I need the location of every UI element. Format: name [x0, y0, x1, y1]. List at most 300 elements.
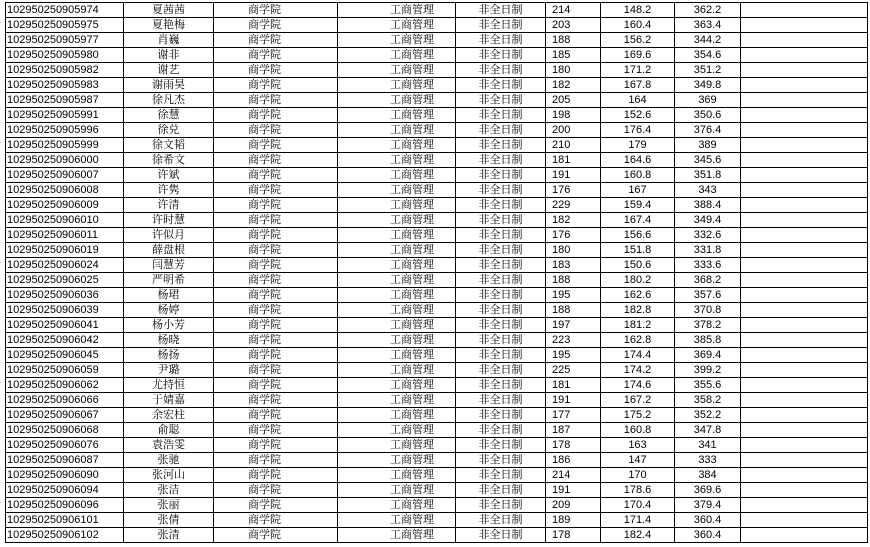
study-type-cell: 非全日制 — [456, 378, 546, 393]
student-id-cell: 102950250906009 — [6, 198, 124, 213]
college-cell: 商学院 — [214, 213, 338, 228]
total-score-cell: 389 — [675, 138, 741, 153]
college-cell: 商学院 — [214, 318, 338, 333]
major-cell: 工商管理 — [338, 363, 456, 378]
student-id-cell: 102950250906068 — [6, 423, 124, 438]
table-row — [6, 273, 868, 288]
empty-cell — [741, 63, 868, 78]
major-cell: 工商管理 — [338, 468, 456, 483]
study-type-cell: 非全日制 — [456, 33, 546, 48]
score2-cell: 162.6 — [601, 288, 675, 303]
major-cell: 工商管理 — [338, 273, 456, 288]
score2-cell: 164 — [601, 93, 675, 108]
score2-cell: 163 — [601, 438, 675, 453]
score2-cell: 152.6 — [601, 108, 675, 123]
score1-cell: 209 — [546, 498, 601, 513]
major-cell: 工商管理 — [338, 498, 456, 513]
score2-cell: 148.2 — [601, 3, 675, 18]
name-cell: 杨扬 — [124, 348, 214, 363]
name-cell: 薛盘根 — [124, 243, 214, 258]
score1-cell: 182 — [546, 213, 601, 228]
score1-cell: 214 — [546, 468, 601, 483]
table-row — [6, 168, 868, 183]
empty-cell — [741, 18, 868, 33]
major-cell: 工商管理 — [338, 408, 456, 423]
score2-cell: 159.4 — [601, 198, 675, 213]
major-cell: 工商管理 — [338, 213, 456, 228]
score1-cell: 181 — [546, 153, 601, 168]
name-cell: 许清 — [124, 198, 214, 213]
college-cell: 商学院 — [214, 468, 338, 483]
score1-cell: 223 — [546, 333, 601, 348]
major-cell: 工商管理 — [338, 183, 456, 198]
empty-cell — [741, 303, 868, 318]
score2-cell: 174.6 — [601, 378, 675, 393]
college-cell: 商学院 — [214, 243, 338, 258]
name-cell: 俞聪 — [124, 423, 214, 438]
score2-cell: 167.8 — [601, 78, 675, 93]
name-cell: 许似月 — [124, 228, 214, 243]
college-cell: 商学院 — [214, 33, 338, 48]
table-row — [6, 483, 868, 498]
study-type-cell: 非全日制 — [456, 468, 546, 483]
score1-cell: 188 — [546, 33, 601, 48]
score1-cell: 181 — [546, 378, 601, 393]
score2-cell: 169.6 — [601, 48, 675, 63]
table-row — [6, 303, 868, 318]
table-row — [6, 228, 868, 243]
score1-cell: 198 — [546, 108, 601, 123]
score1-cell: 197 — [546, 318, 601, 333]
score2-cell: 175.2 — [601, 408, 675, 423]
major-cell: 工商管理 — [338, 288, 456, 303]
study-type-cell: 非全日制 — [456, 363, 546, 378]
empty-cell — [741, 468, 868, 483]
score2-cell: 171.2 — [601, 63, 675, 78]
major-cell: 工商管理 — [338, 423, 456, 438]
empty-cell — [741, 138, 868, 153]
major-cell: 工商管理 — [338, 258, 456, 273]
score2-cell: 150.6 — [601, 258, 675, 273]
name-cell: 张洁 — [124, 483, 214, 498]
student-id-cell: 102950250906036 — [6, 288, 124, 303]
empty-cell — [741, 33, 868, 48]
total-score-cell: 343 — [675, 183, 741, 198]
study-type-cell: 非全日制 — [456, 168, 546, 183]
score2-cell: 156.2 — [601, 33, 675, 48]
total-score-cell: 358.2 — [675, 393, 741, 408]
score2-cell: 181.2 — [601, 318, 675, 333]
student-id-cell: 102950250906041 — [6, 318, 124, 333]
study-type-cell: 非全日制 — [456, 423, 546, 438]
score1-cell: 186 — [546, 453, 601, 468]
score2-cell: 170 — [601, 468, 675, 483]
total-score-cell: 349.4 — [675, 213, 741, 228]
total-score-cell: 384 — [675, 468, 741, 483]
table-row — [6, 468, 868, 483]
college-cell: 商学院 — [214, 303, 338, 318]
empty-cell — [741, 273, 868, 288]
name-cell: 张倩 — [124, 513, 214, 528]
college-cell: 商学院 — [214, 48, 338, 63]
study-type-cell: 非全日制 — [456, 348, 546, 363]
empty-cell — [741, 78, 868, 93]
score2-cell: 167 — [601, 183, 675, 198]
study-type-cell: 非全日制 — [456, 303, 546, 318]
empty-cell — [741, 243, 868, 258]
score1-cell: 178 — [546, 528, 601, 543]
study-type-cell: 非全日制 — [456, 333, 546, 348]
table-row — [6, 63, 868, 78]
total-score-cell: 332.6 — [675, 228, 741, 243]
major-cell: 工商管理 — [338, 138, 456, 153]
college-cell: 商学院 — [214, 453, 338, 468]
college-cell: 商学院 — [214, 348, 338, 363]
score2-cell: 174.2 — [601, 363, 675, 378]
student-id-cell: 102950250906019 — [6, 243, 124, 258]
name-cell: 余宏柱 — [124, 408, 214, 423]
table-body — [6, 3, 868, 543]
empty-cell — [741, 3, 868, 18]
name-cell: 杨珺 — [124, 288, 214, 303]
name-cell: 谢雨昊 — [124, 78, 214, 93]
major-cell: 工商管理 — [338, 528, 456, 543]
table-row — [6, 408, 868, 423]
total-score-cell: 341 — [675, 438, 741, 453]
table-row — [6, 198, 868, 213]
total-score-cell: 368.2 — [675, 273, 741, 288]
student-id-cell: 102950250905975 — [6, 18, 124, 33]
student-id-cell: 102950250906101 — [6, 513, 124, 528]
college-cell: 商学院 — [214, 288, 338, 303]
score1-cell: 187 — [546, 423, 601, 438]
college-cell: 商学院 — [214, 108, 338, 123]
score1-cell: 195 — [546, 348, 601, 363]
name-cell: 夏艳梅 — [124, 18, 214, 33]
empty-cell — [741, 108, 868, 123]
major-cell: 工商管理 — [338, 333, 456, 348]
score1-cell: 191 — [546, 483, 601, 498]
score2-cell: 170.4 — [601, 498, 675, 513]
study-type-cell: 非全日制 — [456, 258, 546, 273]
college-cell: 商学院 — [214, 18, 338, 33]
study-type-cell: 非全日制 — [456, 138, 546, 153]
name-cell: 张驰 — [124, 453, 214, 468]
empty-cell — [741, 228, 868, 243]
table-row — [6, 123, 868, 138]
student-id-cell: 102950250905999 — [6, 138, 124, 153]
student-id-cell: 102950250906025 — [6, 273, 124, 288]
name-cell: 肖巍 — [124, 33, 214, 48]
total-score-cell: 376.4 — [675, 123, 741, 138]
major-cell: 工商管理 — [338, 243, 456, 258]
score1-cell: 188 — [546, 303, 601, 318]
college-cell: 商学院 — [214, 438, 338, 453]
name-cell: 杨婷 — [124, 303, 214, 318]
college-cell: 商学院 — [214, 138, 338, 153]
study-type-cell: 非全日制 — [456, 213, 546, 228]
study-type-cell: 非全日制 — [456, 153, 546, 168]
student-id-cell: 102950250906066 — [6, 393, 124, 408]
score1-cell: 191 — [546, 393, 601, 408]
total-score-cell: 379.4 — [675, 498, 741, 513]
table-row — [6, 153, 868, 168]
major-cell: 工商管理 — [338, 393, 456, 408]
total-score-cell: 344.2 — [675, 33, 741, 48]
total-score-cell: 369.4 — [675, 348, 741, 363]
table-row — [6, 183, 868, 198]
name-cell: 徐兑 — [124, 123, 214, 138]
total-score-cell: 351.2 — [675, 63, 741, 78]
score1-cell: 183 — [546, 258, 601, 273]
college-cell: 商学院 — [214, 168, 338, 183]
empty-cell — [741, 453, 868, 468]
table-row — [6, 438, 868, 453]
student-id-cell: 102950250906094 — [6, 483, 124, 498]
major-cell: 工商管理 — [338, 78, 456, 93]
student-id-cell: 102950250906090 — [6, 468, 124, 483]
college-cell: 商学院 — [214, 408, 338, 423]
major-cell: 工商管理 — [338, 93, 456, 108]
score2-cell: 162.8 — [601, 333, 675, 348]
total-score-cell: 347.8 — [675, 423, 741, 438]
student-id-cell: 102950250906007 — [6, 168, 124, 183]
total-score-cell: 363.4 — [675, 18, 741, 33]
student-id-cell: 102950250905996 — [6, 123, 124, 138]
study-type-cell: 非全日制 — [456, 408, 546, 423]
empty-cell — [741, 423, 868, 438]
empty-cell — [741, 483, 868, 498]
student-id-cell: 102950250906076 — [6, 438, 124, 453]
total-score-cell: 357.6 — [675, 288, 741, 303]
college-cell: 商学院 — [214, 198, 338, 213]
table-row — [6, 378, 868, 393]
score2-cell: 167.2 — [601, 393, 675, 408]
total-score-cell: 345.6 — [675, 153, 741, 168]
name-cell: 夏茜茜 — [124, 3, 214, 18]
score1-cell: 185 — [546, 48, 601, 63]
college-cell: 商学院 — [214, 528, 338, 543]
major-cell: 工商管理 — [338, 348, 456, 363]
total-score-cell: 360.4 — [675, 528, 741, 543]
table-row — [6, 453, 868, 468]
table-row — [6, 513, 868, 528]
student-id-cell: 102950250906039 — [6, 303, 124, 318]
study-type-cell: 非全日制 — [456, 108, 546, 123]
name-cell: 张丽 — [124, 498, 214, 513]
table-row — [6, 213, 868, 228]
empty-cell — [741, 333, 868, 348]
college-cell: 商学院 — [214, 63, 338, 78]
empty-cell — [741, 498, 868, 513]
score1-cell: 178 — [546, 438, 601, 453]
study-type-cell: 非全日制 — [456, 3, 546, 18]
empty-cell — [741, 378, 868, 393]
study-type-cell: 非全日制 — [456, 498, 546, 513]
study-type-cell: 非全日制 — [456, 393, 546, 408]
study-type-cell: 非全日制 — [456, 198, 546, 213]
major-cell: 工商管理 — [338, 168, 456, 183]
score2-cell: 160.4 — [601, 18, 675, 33]
student-id-cell: 102950250906000 — [6, 153, 124, 168]
study-type-cell: 非全日制 — [456, 273, 546, 288]
score2-cell: 167.4 — [601, 213, 675, 228]
student-id-cell: 102950250905991 — [6, 108, 124, 123]
total-score-cell: 369 — [675, 93, 741, 108]
total-score-cell: 331.8 — [675, 243, 741, 258]
score1-cell: 229 — [546, 198, 601, 213]
score-table — [5, 2, 868, 543]
table-row — [6, 288, 868, 303]
table-row — [6, 108, 868, 123]
total-score-cell: 388.4 — [675, 198, 741, 213]
name-cell: 谢非 — [124, 48, 214, 63]
major-cell: 工商管理 — [338, 438, 456, 453]
student-id-cell: 102950250906024 — [6, 258, 124, 273]
name-cell: 张河山 — [124, 468, 214, 483]
score2-cell: 182.8 — [601, 303, 675, 318]
score2-cell: 182.4 — [601, 528, 675, 543]
name-cell: 许斌 — [124, 168, 214, 183]
empty-cell — [741, 183, 868, 198]
student-id-cell: 102950250905980 — [6, 48, 124, 63]
score1-cell: 205 — [546, 93, 601, 108]
major-cell: 工商管理 — [338, 108, 456, 123]
college-cell: 商学院 — [214, 483, 338, 498]
score2-cell: 160.8 — [601, 423, 675, 438]
empty-cell — [741, 48, 868, 63]
student-id-cell: 102950250906011 — [6, 228, 124, 243]
score1-cell: 180 — [546, 63, 601, 78]
study-type-cell: 非全日制 — [456, 123, 546, 138]
table-row — [6, 138, 868, 153]
score1-cell: 176 — [546, 183, 601, 198]
table-row — [6, 33, 868, 48]
table-row — [6, 363, 868, 378]
score1-cell: 200 — [546, 123, 601, 138]
college-cell: 商学院 — [214, 423, 338, 438]
study-type-cell: 非全日制 — [456, 78, 546, 93]
score2-cell: 164.6 — [601, 153, 675, 168]
score2-cell: 176.4 — [601, 123, 675, 138]
score2-cell: 174.4 — [601, 348, 675, 363]
score1-cell: 214 — [546, 3, 601, 18]
name-cell: 严明希 — [124, 273, 214, 288]
total-score-cell: 355.6 — [675, 378, 741, 393]
total-score-cell: 352.2 — [675, 408, 741, 423]
table-row — [6, 333, 868, 348]
total-score-cell: 362.2 — [675, 3, 741, 18]
score1-cell: 189 — [546, 513, 601, 528]
student-id-cell: 102950250906008 — [6, 183, 124, 198]
empty-cell — [741, 288, 868, 303]
total-score-cell: 385.8 — [675, 333, 741, 348]
student-id-cell: 102950250905977 — [6, 33, 124, 48]
total-score-cell: 333 — [675, 453, 741, 468]
student-id-cell: 102950250906059 — [6, 363, 124, 378]
empty-cell — [741, 513, 868, 528]
score1-cell: 182 — [546, 78, 601, 93]
total-score-cell: 370.8 — [675, 303, 741, 318]
college-cell: 商学院 — [214, 183, 338, 198]
college-cell: 商学院 — [214, 93, 338, 108]
total-score-cell: 354.6 — [675, 48, 741, 63]
table-row — [6, 423, 868, 438]
study-type-cell: 非全日制 — [456, 438, 546, 453]
major-cell: 工商管理 — [338, 228, 456, 243]
empty-cell — [741, 153, 868, 168]
total-score-cell: 351.8 — [675, 168, 741, 183]
empty-cell — [741, 318, 868, 333]
study-type-cell: 非全日制 — [456, 63, 546, 78]
study-type-cell: 非全日制 — [456, 243, 546, 258]
score1-cell: 225 — [546, 363, 601, 378]
score2-cell: 178.6 — [601, 483, 675, 498]
score1-cell: 210 — [546, 138, 601, 153]
study-type-cell: 非全日制 — [456, 528, 546, 543]
total-score-cell: 333.6 — [675, 258, 741, 273]
table-row — [6, 48, 868, 63]
college-cell: 商学院 — [214, 228, 338, 243]
empty-cell — [741, 123, 868, 138]
student-id-cell: 102950250905982 — [6, 63, 124, 78]
name-cell: 谢艺 — [124, 63, 214, 78]
college-cell: 商学院 — [214, 393, 338, 408]
empty-cell — [741, 213, 868, 228]
score2-cell: 160.8 — [601, 168, 675, 183]
table-row — [6, 528, 868, 543]
score2-cell: 156.6 — [601, 228, 675, 243]
major-cell: 工商管理 — [338, 483, 456, 498]
major-cell: 工商管理 — [338, 513, 456, 528]
empty-cell — [741, 393, 868, 408]
score1-cell: 195 — [546, 288, 601, 303]
name-cell: 许时慧 — [124, 213, 214, 228]
name-cell: 尹璐 — [124, 363, 214, 378]
college-cell: 商学院 — [214, 333, 338, 348]
score1-cell: 191 — [546, 168, 601, 183]
name-cell: 张清 — [124, 528, 214, 543]
study-type-cell: 非全日制 — [456, 183, 546, 198]
major-cell: 工商管理 — [338, 198, 456, 213]
student-id-cell: 102950250906096 — [6, 498, 124, 513]
score2-cell: 180.2 — [601, 273, 675, 288]
score2-cell: 179 — [601, 138, 675, 153]
table-row — [6, 3, 868, 18]
student-id-cell: 102950250906087 — [6, 453, 124, 468]
score2-cell: 171.4 — [601, 513, 675, 528]
table-row — [6, 93, 868, 108]
empty-cell — [741, 258, 868, 273]
study-type-cell: 非全日制 — [456, 228, 546, 243]
major-cell: 工商管理 — [338, 63, 456, 78]
major-cell: 工商管理 — [338, 18, 456, 33]
college-cell: 商学院 — [214, 78, 338, 93]
name-cell: 许隽 — [124, 183, 214, 198]
student-id-cell: 102950250906042 — [6, 333, 124, 348]
student-id-cell: 102950250906067 — [6, 408, 124, 423]
score1-cell: 203 — [546, 18, 601, 33]
empty-cell — [741, 528, 868, 543]
study-type-cell: 非全日制 — [456, 48, 546, 63]
college-cell: 商学院 — [214, 3, 338, 18]
table-row — [6, 393, 868, 408]
empty-cell — [741, 198, 868, 213]
empty-cell — [741, 438, 868, 453]
empty-cell — [741, 408, 868, 423]
name-cell: 徐凡杰 — [124, 93, 214, 108]
college-cell: 商学院 — [214, 153, 338, 168]
